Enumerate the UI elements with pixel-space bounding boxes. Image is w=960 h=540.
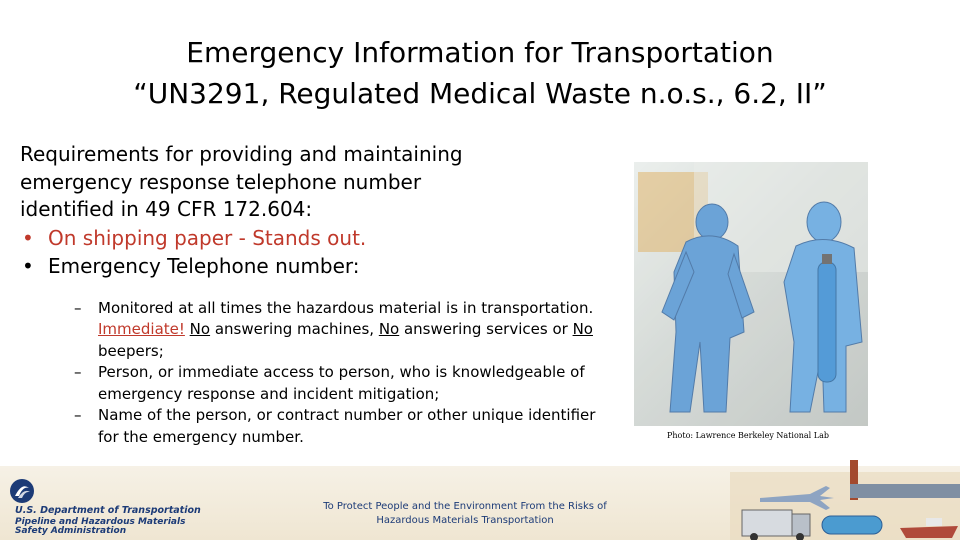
- bullet-emergency-telephone: [20, 252, 620, 280]
- bullet-icon: •: [22, 225, 34, 250]
- dot-department-name: U.S. Department of Transportation: [15, 505, 201, 516]
- no-text: No: [189, 320, 211, 338]
- tagline-line-2: Hazardous Materials Transportation: [376, 515, 554, 526]
- sub-text: answering services or: [399, 320, 573, 338]
- bullet-icon: •: [22, 253, 34, 278]
- intro-line-3: identified in 49 CFR 172.604:: [20, 197, 313, 221]
- truck-icon: [742, 510, 810, 540]
- tank-car-icon: [822, 516, 882, 534]
- title-line-2: “UN3291, Regulated Medical Waste n.o.s., 6.2, II”: [133, 77, 827, 110]
- dot-logo-icon: [9, 478, 35, 504]
- slide-body: [20, 141, 620, 448]
- dash-icon: –: [74, 406, 82, 424]
- sub-text: Name of the person, or contract number or other unique identifier for the emergency number.: [98, 406, 596, 446]
- bullet-text: Emergency Telephone number:: [48, 253, 360, 278]
- sub-bullet-name: [74, 405, 608, 448]
- sub-bullets: [20, 298, 620, 449]
- dash-icon: –: [74, 298, 82, 317]
- agency-line-2: Safety Administration: [15, 526, 127, 536]
- transportation-collage: [730, 448, 960, 540]
- sub-text: answering machines,: [210, 320, 379, 338]
- sub-text: beepers;: [98, 341, 164, 360]
- intro-text: [20, 141, 620, 224]
- hazmat-photo: [634, 162, 868, 426]
- sub-bullet-monitored: [74, 298, 608, 363]
- immediate-text: Immediate!: [98, 320, 185, 338]
- pipeline-icon: [850, 484, 960, 498]
- bullet-shipping-paper: [20, 224, 620, 252]
- tagline-line-1: To Protect People and the Environment From the Risks of: [323, 501, 607, 512]
- bullet-text: On shipping paper - Stands out.: [48, 225, 367, 250]
- intro-line-2: emergency response telephone number: [20, 169, 422, 194]
- sub-text: Person, or immediate access to person, who is knowledgeable of emergency response and incident mitigation;: [98, 363, 585, 403]
- intro-line-1: Requirements for providing and maintaining: [20, 142, 463, 166]
- sub-text: Monitored at all times the hazardous material is in transportation.: [98, 298, 594, 317]
- ship-icon: [900, 526, 958, 538]
- footer-tagline: [300, 500, 630, 528]
- dash-icon: –: [74, 363, 82, 381]
- no-text: No: [572, 320, 593, 338]
- no-text: No: [378, 320, 400, 338]
- photo-credit: Photo: Lawrence Berkeley National Lab: [667, 431, 829, 440]
- agency-name: [15, 518, 215, 536]
- slide-title: [0, 32, 960, 114]
- sub-bullet-person: [74, 362, 608, 405]
- title-line-1: Emergency Information for Transportation: [186, 36, 774, 69]
- agency-line-1: Pipeline and Hazardous Materials: [15, 517, 186, 527]
